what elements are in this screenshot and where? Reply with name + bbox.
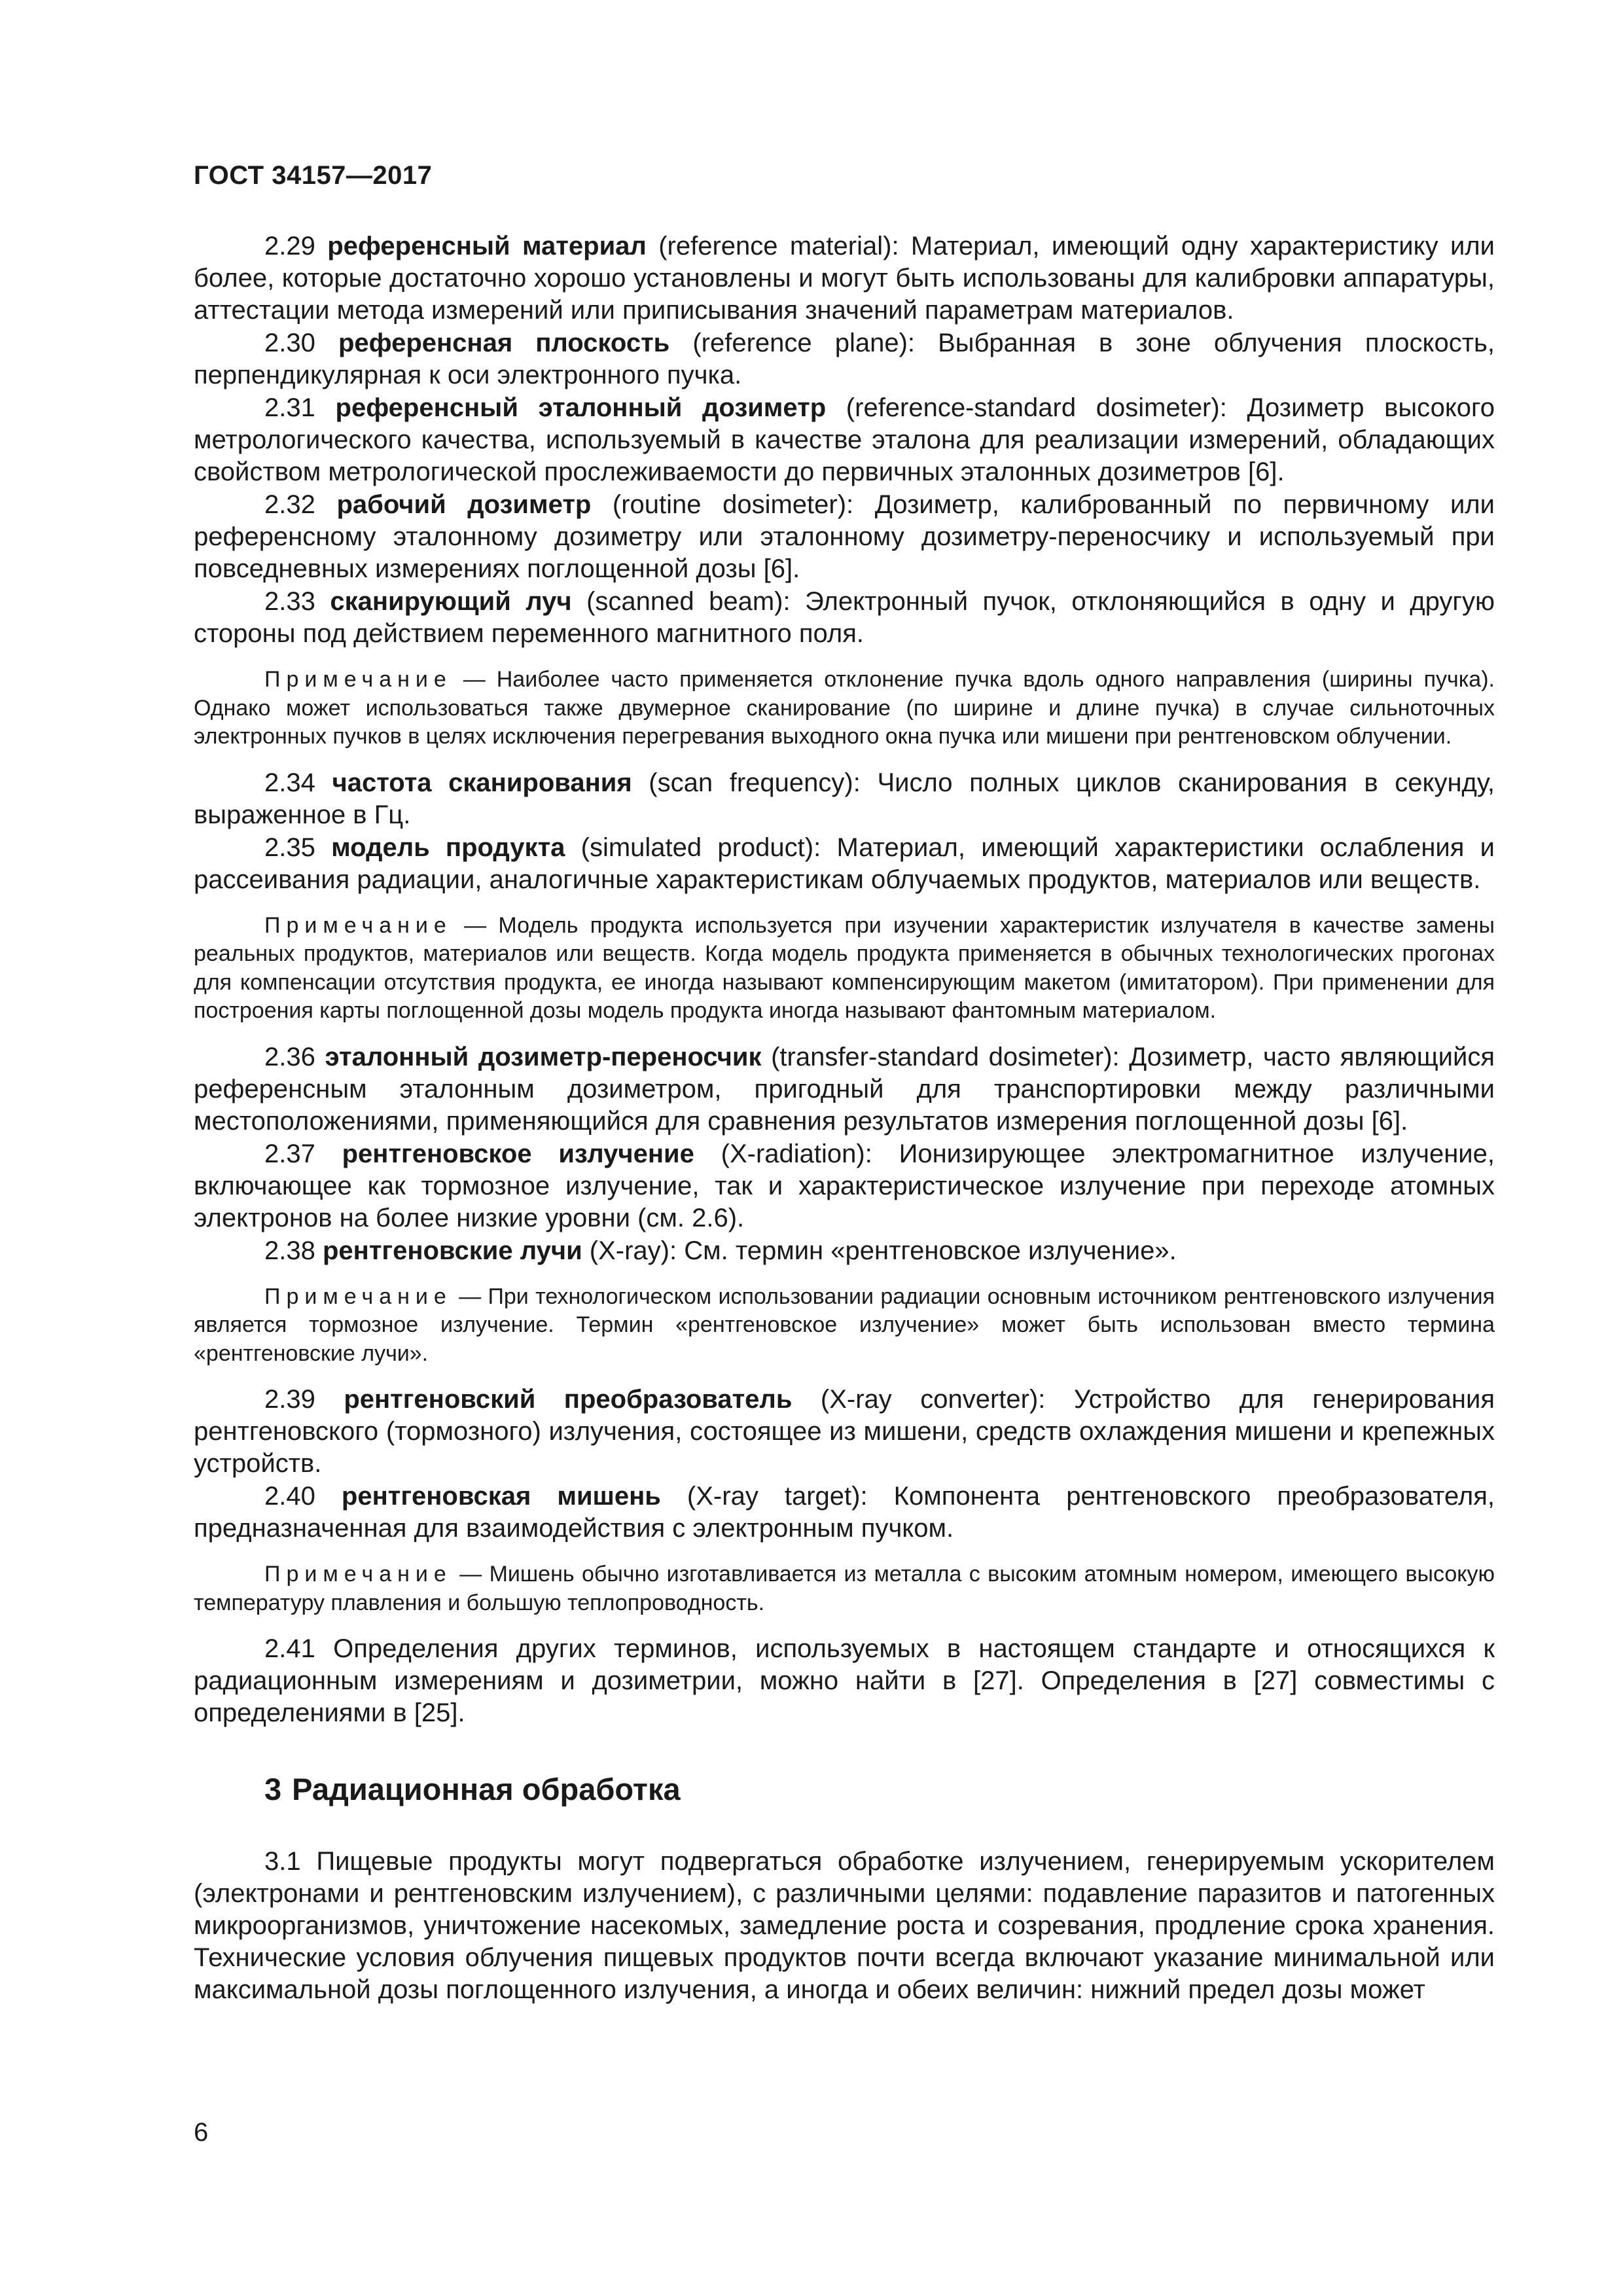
clause-number: 2.34 — [264, 768, 315, 797]
section-heading — [194, 1770, 1495, 1809]
term-name: рентгеновский преобразователь — [344, 1385, 793, 1414]
term-name: сканирующий луч — [330, 587, 572, 616]
term-name: рентгеновские лучи — [322, 1236, 582, 1265]
clause-text: (reference material): Материал, имеющий одну характеристику или более, которые достаточно хорошо установлены и могут быть использованы для калибровки аппаратуры, аттестации метода измерений или приписывания значений параметрам материалов. — [194, 232, 1495, 325]
clause-text: (routine dosimeter): Дозиметр, калиброванный по первичному или референсному эталонному дозиметру или эталонному дозиметру-переносчику и используемый при повседневных измерениях поглощенной дозы [6]. — [194, 490, 1495, 583]
term-name: рабочий дозиметр — [336, 490, 592, 519]
clause-paragraph — [194, 832, 1495, 896]
clause-paragraph — [194, 767, 1495, 831]
term-name: референсный материал — [327, 232, 647, 260]
clause-number: 2.38 — [264, 1236, 315, 1265]
clause-number: 2.35 — [264, 833, 315, 862]
document-header: ГОСТ 34157—2017 — [194, 161, 433, 190]
clause-paragraph — [194, 489, 1495, 585]
clause-paragraph — [194, 1633, 1495, 1729]
clause-number: 2.37 — [264, 1139, 315, 1168]
note-text: — При технологическом использовании радиации основным источником рентгеновского излучения является тормозное излучение. Термин «рентгеновское излучение» может быть использован вместо термина «рентгеновские лучи». — [194, 1283, 1495, 1366]
note-text: — Мишень обычно изготавливается из металла с высоким атомным номером, имеющего высокую температуру плавления и большую теплопроводность. — [194, 1562, 1495, 1615]
clause-paragraph — [194, 1235, 1495, 1267]
term-name: рентгеновская мишень — [341, 1482, 661, 1511]
clause-text: Пищевые продукты могут подвергаться обработке излучением, генерируемым ускорителем (электронами и рентгеновским излучением), с различными целями: подавление паразитов и патогенных микроорганизмов, уничтожение насекомых, замедление роста и созревания, продление срока хранения. Технические условия облучения пищевых продуктов почти всегда включают указание минимальной или максимальной дозы поглощенного излучения, а иногда и обеих величин: нижний предел дозы может — [194, 1847, 1495, 2004]
note-label: Примечание — [264, 667, 452, 692]
clause-text: (transfer-standard dosimeter): Дозиметр, часто являющийся референсным эталонным дозиметром, пригодный для транспортировки между различными местоположениями, применяющийся для сравнения результатов измерения поглощенной дозы [6]. — [194, 1042, 1495, 1136]
clause-paragraph — [194, 1480, 1495, 1545]
clause-text: (X-radiation): Ионизирующее электромагнитное излучение, включающее как тормозное излучение, так и характеристическое излучение при переходе атомных электронов на более низкие уровни (см. 2.6). — [194, 1139, 1495, 1232]
clause-paragraph — [194, 1138, 1495, 1234]
clause-number: 2.32 — [264, 490, 315, 519]
term-name: рентгеновское излучение — [342, 1139, 694, 1168]
note-text: — Наиболее часто применяется отклонение пучка вдоль одного направления (ширины пучка). Однако может использоваться также двумерное сканирование (по ширине и длине пучка) в случае сильноточных электронных пучков в целях исключения перегревания выходного окна пучка или мишени при рентгеновском облучении. — [194, 667, 1495, 749]
term-name: частота сканирования — [332, 768, 632, 797]
term-name: модель продукта — [331, 833, 565, 862]
term-name: референсная плоскость — [338, 329, 670, 357]
clause-paragraph — [194, 392, 1495, 488]
clause-text: (reference plane): Выбранная в зоне облучения плоскость, перпендикулярная к оси электронного пучка. — [194, 329, 1495, 389]
clause-paragraph — [194, 1384, 1495, 1480]
clause-number: 2.40 — [264, 1482, 315, 1511]
note-text: — Модель продукта используется при изучении характеристик излучателя в качестве замены реальных продуктов, материалов или веществ. Когда модель продукта применяется в обычных технологических прогонах для компенсации отсутствия продукта, ее иногда называют компенсирующим макетом (имитатором). При применении для построения карты поглощенной дозы модель продукта иногда называют фантомным материалом. — [194, 912, 1495, 1023]
note-label: Примечание — [264, 1562, 452, 1587]
note-paragraph — [194, 666, 1495, 751]
note-paragraph — [194, 1283, 1495, 1369]
clause-text: (scanned beam): Электронный пучок, отклоняющийся в одну и другую стороны под действием переменного магнитного поля. — [194, 587, 1495, 648]
clause-paragraph — [194, 1041, 1495, 1138]
clause-paragraph — [194, 327, 1495, 391]
section-number: 3 — [264, 1772, 282, 1806]
clause-text: Определения других терминов, используемых в настоящем стандарте и относящихся к радиационным измерениям и дозиметрии, можно найти в [27]. Определения в [27] совместимы с определениями в [25]. — [194, 1634, 1495, 1727]
clause-number: 2.33 — [264, 587, 315, 616]
note-label: Примечание — [264, 1283, 452, 1309]
term-name: эталонный дозиметр-переносчик — [325, 1042, 762, 1071]
clause-number: 2.31 — [264, 393, 315, 422]
clause-number: 2.36 — [264, 1042, 315, 1071]
clause-number: 2.41 — [264, 1634, 315, 1663]
clause-text: (simulated product): Материал, имеющий характеристики ослабления и рассеивания радиации, аналогичные характеристикам облучаемых продуктов, материалов или веществ. — [194, 833, 1495, 894]
note-label: Примечание — [264, 912, 452, 938]
clause-text: (X-ray target): Компонента рентгеновского преобразователя, предназначенная для взаимодействия с электронным пучком. — [194, 1482, 1495, 1543]
note-paragraph — [194, 912, 1495, 1026]
note-paragraph — [194, 1560, 1495, 1617]
clause-text: (scan frequency): Число полных циклов сканирования в секунду, выраженное в Гц. — [194, 768, 1495, 829]
term-name: референсный эталонный дозиметр — [335, 393, 827, 422]
page-number: 6 — [194, 2118, 209, 2147]
clause-paragraph — [194, 230, 1495, 327]
clause-text: (X-ray): См. термин «рентгеновское излучение». — [582, 1236, 1177, 1265]
section-title-text: Радиационная обработка — [292, 1772, 681, 1806]
clause-number: 2.29 — [264, 232, 315, 260]
clause-number: 2.39 — [264, 1385, 315, 1414]
clause-number: 2.30 — [264, 329, 315, 357]
clause-number: 3.1 — [264, 1847, 301, 1876]
clause-text: (reference-standard dosimeter): Дозиметр высокого метрологического качества, используемый в качестве эталона для реализации измерений, обладающих свойством метрологической прослеживаемости до первичных эталонных дозиметров [6]. — [194, 393, 1495, 486]
clause-paragraph — [194, 586, 1495, 650]
clause-text: (X-ray converter): Устройство для генерирования рентгеновского (тормозного) излучения, состоящее из мишени, средств охлаждения мишени и крепежных устройств. — [194, 1385, 1495, 1478]
document-body — [194, 230, 1495, 2007]
clause-paragraph — [194, 1846, 1495, 2006]
